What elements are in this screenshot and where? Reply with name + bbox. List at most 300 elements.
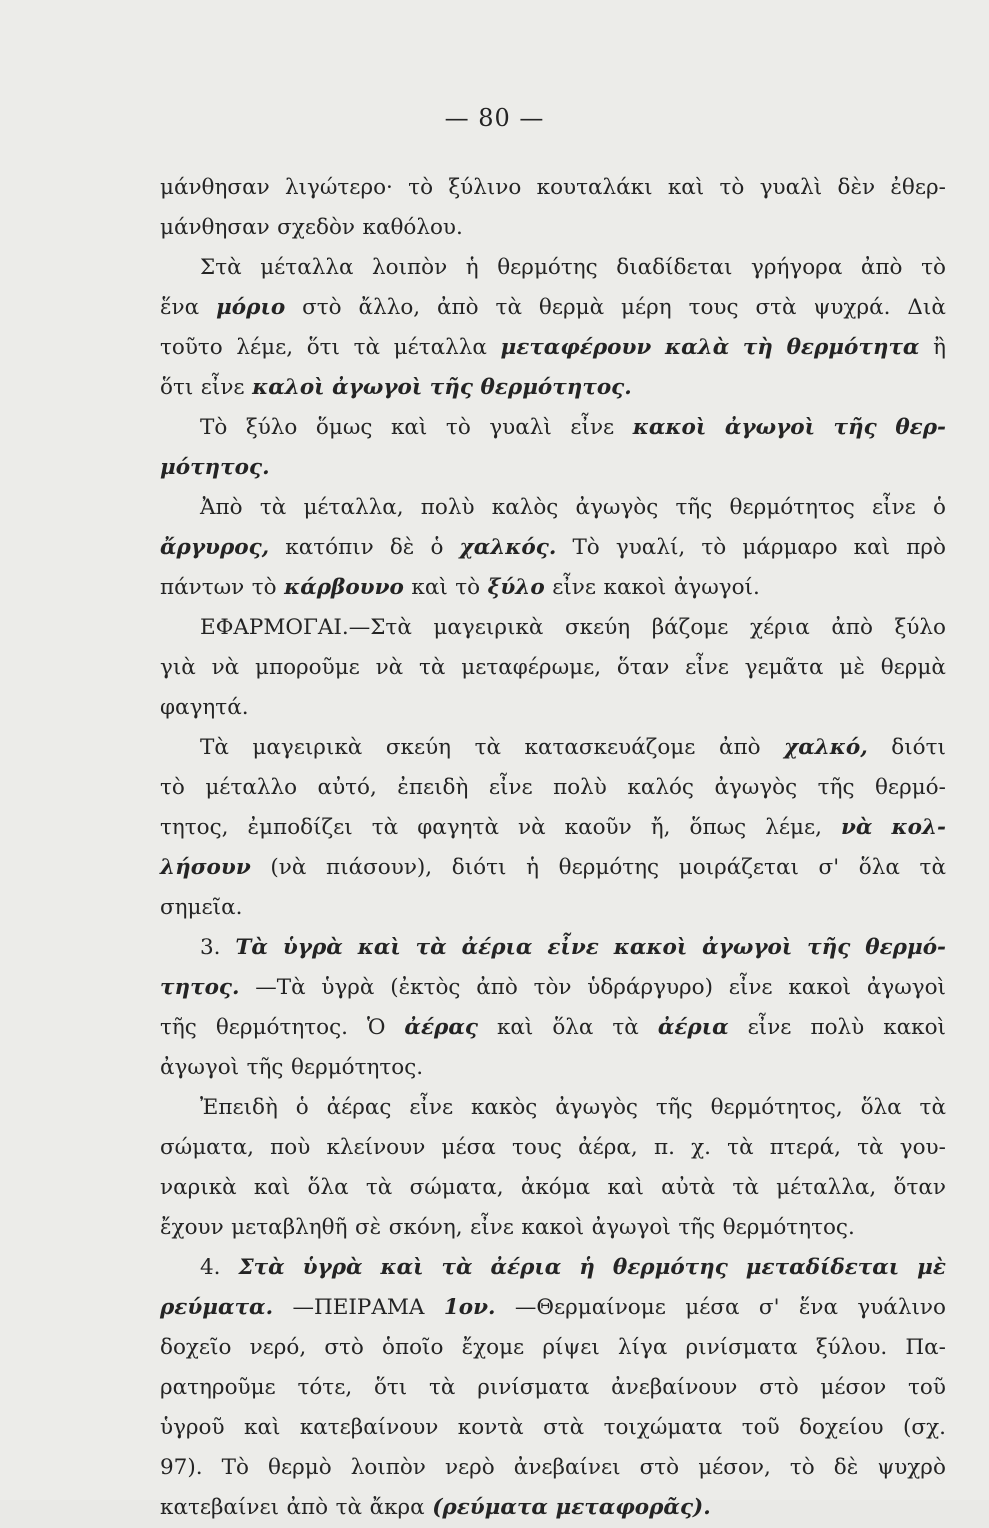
word: ἀγωγοί. <box>673 575 760 600</box>
word: ἐπειδὴ <box>397 775 469 800</box>
word: καὶ <box>411 575 448 600</box>
emphasized-word: 1ον. <box>443 1295 496 1320</box>
emphasized-word: μόριο <box>216 295 286 320</box>
word: μποροῦμε <box>255 655 360 680</box>
emphasized-word: Στὰ <box>238 1255 285 1280</box>
word: αὐτό, <box>317 775 377 800</box>
text-line <box>160 248 946 288</box>
text-line <box>160 1328 946 1368</box>
text-line <box>160 1048 946 1088</box>
word: ὑγροῦ <box>160 1415 225 1440</box>
word: καλός <box>627 775 694 800</box>
word: ὑδράργυρο) <box>587 975 713 1000</box>
word: καὶ <box>607 1175 644 1200</box>
word: ἀπὸ <box>476 975 518 1000</box>
word: γυαλὶ <box>489 415 552 440</box>
text-line <box>160 968 946 1008</box>
word: βάζομε <box>651 615 729 640</box>
text-line <box>160 728 946 768</box>
word: τῆς <box>678 1215 716 1240</box>
word: ἤ, <box>650 815 671 840</box>
emphasized-word: μεταφορᾶς). <box>555 1495 711 1520</box>
word: θερμότης <box>497 255 598 280</box>
word: λίγα <box>617 1335 668 1360</box>
word: διαδίδεται <box>616 255 733 280</box>
word: μάνθησαν <box>160 175 270 200</box>
page-number: — 80 — <box>444 104 545 132</box>
text-line <box>160 1368 946 1408</box>
word: (σχ. <box>903 1415 946 1440</box>
word: πολὺ <box>553 775 607 800</box>
word: κλείνουν <box>326 1135 426 1160</box>
word: τοιχώματα <box>603 1415 723 1440</box>
emphasized-word: μεταφέρουν <box>500 335 652 360</box>
word: στὰ <box>755 295 797 320</box>
word: θερμότης <box>558 855 660 880</box>
word: τους <box>688 295 739 320</box>
word: ἄλλο, <box>358 295 421 320</box>
word: σκόνη, <box>388 1215 463 1240</box>
word: γρήγορα <box>751 255 843 280</box>
word: διότι <box>451 855 507 880</box>
emphasized-word: θερ- <box>895 415 946 440</box>
word: τὸ <box>701 535 727 560</box>
word: τῆς <box>246 1055 284 1080</box>
text-line <box>160 168 946 208</box>
emphasized-word: ἀέρια <box>490 1255 562 1280</box>
word: Τὰ <box>200 735 229 760</box>
text-line <box>160 1168 946 1208</box>
word: 97). <box>160 1455 203 1480</box>
word: σκεύη <box>564 615 631 640</box>
word: νερό, <box>249 1335 307 1360</box>
word: πολὺ <box>420 495 475 520</box>
word: εἶνε <box>488 775 533 800</box>
word: θερμὸ <box>268 1455 332 1480</box>
word: ἀνεβαίνουν <box>611 1375 738 1400</box>
emphasized-word: ἀγωγοὶ <box>702 935 793 960</box>
word: γυάλινο <box>857 1295 946 1320</box>
text-line <box>160 688 946 728</box>
emphasized-word: ἀέρια <box>657 1015 729 1040</box>
word: ἀπὸ <box>860 255 903 280</box>
word: ὁ <box>430 535 444 560</box>
emphasized-word: θερμότητος. <box>480 375 632 400</box>
word: ἀνεβαίνει <box>513 1455 621 1480</box>
word: πάντων <box>160 575 245 600</box>
word: σημεῖα. <box>160 895 243 920</box>
text-line <box>160 1248 946 1288</box>
text-line <box>160 1208 946 1248</box>
word: θερμότητος <box>729 495 855 520</box>
text-line <box>160 1008 946 1048</box>
word: τῆς <box>160 1015 197 1040</box>
word: ψυχρὸ <box>877 1455 946 1480</box>
word: τους <box>511 1135 562 1160</box>
word: σχεδὸν <box>277 215 355 240</box>
word: κατόπιν <box>285 535 374 560</box>
text-line <box>160 1488 946 1528</box>
word: ξύλου. <box>815 1335 888 1360</box>
word: ξύλο <box>894 615 946 640</box>
word: 4. <box>200 1255 221 1280</box>
word: ἀγωγοὶ <box>591 1215 671 1240</box>
emphasized-word: Τὰ <box>235 935 268 960</box>
word: θερμότητος. <box>290 1055 424 1080</box>
emphasized-word: θερμό- <box>865 935 946 960</box>
text-line <box>160 1448 946 1488</box>
word: ρατηροῦμε <box>160 1375 276 1400</box>
emphasized-word: καὶ <box>357 935 401 960</box>
word: μέταλλα, <box>776 1175 877 1200</box>
emphasized-word: ξύλο <box>487 575 545 600</box>
word: λοιπὸν <box>372 255 448 280</box>
word: καὶ <box>253 1175 291 1200</box>
word: γυαλί, <box>615 535 686 560</box>
emphasized-word: καλοὶ <box>252 375 325 400</box>
word: —Τὰ <box>255 975 306 1000</box>
emphasized-word: (ρεύματα <box>432 1495 548 1520</box>
word: εἶνε <box>685 655 729 680</box>
emphasized-word: χαλκός. <box>459 535 557 560</box>
word: καὶ <box>853 535 891 560</box>
word: ὅλα <box>307 1175 349 1200</box>
word: κουταλάκι <box>536 175 653 200</box>
text-line <box>160 1408 946 1448</box>
word: τὰ <box>612 1015 639 1040</box>
word: τὰ <box>495 295 522 320</box>
emphasized-word: ἄργυρος, <box>160 535 270 560</box>
word: ὅπως <box>689 815 747 840</box>
word: ἀγωγὸς <box>555 1095 638 1120</box>
word: γυαλὶ <box>759 175 823 200</box>
word: θερμότητος. <box>722 1215 855 1240</box>
emphasized-word: τῆς <box>429 375 473 400</box>
word: φαγητά. <box>160 695 249 720</box>
text-line <box>160 328 946 368</box>
emphasized-word: ἀγωγοὶ <box>332 375 423 400</box>
word: σκεύη <box>385 735 452 760</box>
word: τὸ <box>921 255 946 280</box>
word: ὁ <box>933 495 946 520</box>
word: ποὺ <box>270 1135 311 1160</box>
word: ἕνα <box>798 1295 839 1320</box>
word: τὰ <box>259 495 287 520</box>
word: στὸ <box>324 1335 364 1360</box>
word: ΕΦΑΡΜΟΓΑΙ.—Στὰ <box>200 615 412 640</box>
word: τῆς <box>675 495 713 520</box>
word: Στὰ <box>200 255 242 280</box>
emphasized-word: μεταδίδεται <box>745 1255 900 1280</box>
word: 3. <box>200 935 221 960</box>
word: ἀπὸ <box>286 1495 329 1520</box>
word: εἶνε <box>409 1095 454 1120</box>
word: ἀέρας <box>326 1095 392 1120</box>
word: εἶνε <box>470 1215 514 1240</box>
emphasized-word: ρεύματα. <box>160 1295 274 1320</box>
word: τότε, <box>297 1375 353 1400</box>
emphasized-word: ἡ <box>579 1255 595 1280</box>
emphasized-word: νὰ <box>840 815 873 840</box>
emphasized-word: ἀέρια <box>461 935 533 960</box>
word: ἀκόμα <box>520 1175 591 1200</box>
word: ἔχομε <box>461 1335 525 1360</box>
word: μέσον, <box>698 1455 771 1480</box>
word: τὰ <box>919 855 946 880</box>
word: κατασκευάζομε <box>524 735 696 760</box>
word: ἐθερ- <box>890 175 946 200</box>
word: Τὸ <box>200 415 228 440</box>
word: Πα- <box>905 1335 946 1360</box>
word: δοχείου <box>799 1415 884 1440</box>
word: μεταφέρωμε, <box>461 655 602 680</box>
word: σ' <box>758 1295 780 1320</box>
word: μέταλλα, <box>303 495 404 520</box>
word: κακοὶ <box>883 1015 946 1040</box>
word: ὁποῖο <box>382 1335 444 1360</box>
word: στὸ <box>639 1455 680 1480</box>
word: νὰ <box>375 655 404 680</box>
word: Τὸ <box>221 1455 249 1480</box>
text-line <box>160 488 946 528</box>
word: διότι <box>891 735 946 760</box>
word: τῆς <box>655 1095 693 1120</box>
word: πολὺ <box>810 1015 865 1040</box>
word: κακὸς <box>470 1095 538 1120</box>
text-line <box>160 768 946 808</box>
word: ὅλα <box>860 1095 902 1120</box>
word: καὶ <box>667 175 705 200</box>
word: φαγητὰ <box>417 815 499 840</box>
emphasized-word: χαλκό, <box>784 735 868 760</box>
text-line <box>160 928 946 968</box>
word: τὸ <box>251 575 277 600</box>
word: καοῦν <box>564 815 632 840</box>
word: τὰ <box>353 335 380 360</box>
word: ἀγωγοὶ <box>160 1055 240 1080</box>
emphasized-word: ὑγρὰ <box>302 1255 363 1280</box>
word: μέρη <box>621 295 672 320</box>
word: ὅμως <box>315 415 373 440</box>
word: Τὸ <box>572 535 600 560</box>
text-line <box>160 888 946 928</box>
word: τὰ <box>429 1375 456 1400</box>
text-line <box>160 608 946 648</box>
word: ὅλα <box>858 855 900 880</box>
word: μεταβληθῆ <box>231 1215 348 1240</box>
word: τοῦτο <box>160 335 223 360</box>
word: Διὰ <box>907 295 946 320</box>
word: καθόλου. <box>362 215 463 240</box>
text-line <box>160 1128 946 1168</box>
word: τὸ <box>408 175 434 200</box>
word: ἀπὸ <box>437 295 479 320</box>
word: ἀπὸ <box>831 615 873 640</box>
word: ρινίσματα <box>685 1335 798 1360</box>
word: ἡ <box>465 255 479 280</box>
word: μέταλλα <box>260 255 354 280</box>
word: θερμότητος. <box>215 1015 348 1040</box>
word: εἶνε <box>200 375 245 400</box>
word: κατεβαίνουν <box>299 1415 439 1440</box>
word: λέμε, <box>765 815 822 840</box>
text-line <box>160 288 946 328</box>
emphasized-word: μότητος. <box>160 455 270 480</box>
word: ρινίσματα <box>477 1375 590 1400</box>
word: ἀγωγὸς <box>714 775 798 800</box>
text-line <box>160 648 946 688</box>
word: καὶ <box>390 415 428 440</box>
word: ἔχουν <box>160 1215 224 1240</box>
word: τὰ <box>857 1135 884 1160</box>
emphasized-word: τὴ <box>742 335 773 360</box>
word: δὲ <box>833 1455 859 1480</box>
word: τὸ <box>789 1455 815 1480</box>
word: ναρικὰ <box>160 1175 237 1200</box>
emphasized-word: κακοὶ <box>632 415 707 440</box>
word: στὸ <box>302 295 342 320</box>
word: ὁ <box>295 1095 309 1120</box>
word: τητος, <box>160 815 229 840</box>
word: λιγώτερο· <box>284 175 393 200</box>
word: χέρια <box>749 615 810 640</box>
text-line <box>160 408 946 448</box>
word: ἄκρα <box>369 1495 425 1520</box>
body-text <box>160 168 946 1528</box>
word: μαγειρικὰ <box>252 735 363 760</box>
word: τὸ <box>719 175 745 200</box>
word: μάνθησαν <box>160 215 270 240</box>
word: τοῦ <box>741 1415 780 1440</box>
word: δὲν <box>837 175 876 200</box>
word: στὰ <box>543 1415 585 1440</box>
word: σώματα, <box>160 1135 254 1160</box>
word: σ' <box>818 855 840 880</box>
text-line <box>160 568 946 608</box>
text-line <box>160 448 946 488</box>
word: χ. <box>691 1135 711 1160</box>
emphasized-word: μὲ <box>917 1255 946 1280</box>
word: κακοὶ <box>521 1215 585 1240</box>
emphasized-word: θερμότητα <box>786 335 920 360</box>
word: κοντὰ <box>457 1415 524 1440</box>
emphasized-word: ὑγρὰ <box>282 935 343 960</box>
word: νὰ <box>518 815 546 840</box>
word: ἢ <box>933 335 946 360</box>
word: μέσα <box>441 1135 496 1160</box>
emphasized-word: τὰ <box>415 935 447 960</box>
emphasized-word: τητος. <box>160 975 240 1000</box>
emphasized-word: τῆς <box>807 935 851 960</box>
word: τὰ <box>919 1095 946 1120</box>
word: στὸ <box>759 1375 799 1400</box>
word: μὲ <box>839 655 865 680</box>
word: τὰ <box>474 735 501 760</box>
word: δοχεῖο <box>160 1335 232 1360</box>
word: τὰ <box>365 1175 393 1200</box>
word: εἶνε <box>552 575 597 600</box>
word: σὲ <box>354 1215 382 1240</box>
word: πρὸ <box>906 535 946 560</box>
word: πτερά, <box>769 1135 841 1160</box>
word: ψυχρά. <box>813 295 891 320</box>
word: ἀέρα, <box>578 1135 638 1160</box>
word: τὰ <box>727 1135 754 1160</box>
word: γου- <box>899 1135 946 1160</box>
word: ὅταν <box>616 655 670 680</box>
word: μοιράζεται <box>678 855 799 880</box>
emphasized-word: κολ- <box>891 815 946 840</box>
word: μέσα <box>685 1295 740 1320</box>
emphasized-word: κακοὶ <box>613 935 688 960</box>
word: θερμότητος, <box>710 1095 843 1120</box>
word: ἀπὸ <box>718 735 761 760</box>
word: δὲ <box>389 535 415 560</box>
word: ἀγωγὸς <box>575 495 659 520</box>
word: μέταλλο <box>205 775 298 800</box>
word: —Θερμαίνομε <box>514 1295 666 1320</box>
word: τὸ <box>455 575 481 600</box>
word: νερὸ <box>444 1455 495 1480</box>
word: λοιπὸν <box>350 1455 426 1480</box>
word: ξύλο <box>245 415 298 440</box>
word: ἐμποδίζει <box>247 815 353 840</box>
word: γιὰ <box>160 655 196 680</box>
text-line <box>160 1288 946 1328</box>
word: εἶνε <box>728 975 773 1000</box>
word: ρίψει <box>542 1335 600 1360</box>
word: τὸ <box>160 775 185 800</box>
word: καὶ <box>496 1015 534 1040</box>
word: τὰ <box>335 1495 363 1520</box>
word: τὸν <box>533 975 572 1000</box>
word: (νὰ <box>270 855 307 880</box>
word: μέσον <box>820 1375 887 1400</box>
word: αὐτὰ <box>661 1175 716 1200</box>
word: ἕνα <box>160 295 200 320</box>
word: π. <box>653 1135 675 1160</box>
word: τὰ <box>732 1175 759 1200</box>
text-line <box>160 528 946 568</box>
word: καλὸς <box>491 495 559 520</box>
emphasized-word: καλὰ <box>664 335 730 360</box>
emphasized-word: λήσουν <box>160 855 251 880</box>
word: ἡ <box>526 855 539 880</box>
word: ὅτι <box>373 1375 408 1400</box>
text-line <box>160 808 946 848</box>
emphasized-word: τῆς <box>833 415 877 440</box>
word: μαγειρικὰ <box>433 615 544 640</box>
emphasized-word: ἀέρας <box>404 1015 478 1040</box>
word: —ΠΕΙΡΑΜΑ <box>292 1295 425 1320</box>
word: σώματα, <box>409 1175 504 1200</box>
word: γεμᾶτα <box>744 655 824 680</box>
word: θερμό- <box>874 775 946 800</box>
word: εἶνε <box>872 495 916 520</box>
word: καὶ <box>244 1415 281 1440</box>
word: πιάσουν), <box>326 855 433 880</box>
word: Ἀπὸ <box>200 495 243 520</box>
text-line <box>160 848 946 888</box>
emphasized-word: θερμότης <box>612 1255 728 1280</box>
word: τῆς <box>817 775 855 800</box>
emphasized-word: εἶνε <box>547 935 599 960</box>
word: κακοὶ <box>788 975 852 1000</box>
word: τὸ <box>445 415 471 440</box>
emphasized-word: τὰ <box>441 1255 473 1280</box>
word: κακοὶ <box>603 575 667 600</box>
word: ξύλινο <box>448 175 522 200</box>
